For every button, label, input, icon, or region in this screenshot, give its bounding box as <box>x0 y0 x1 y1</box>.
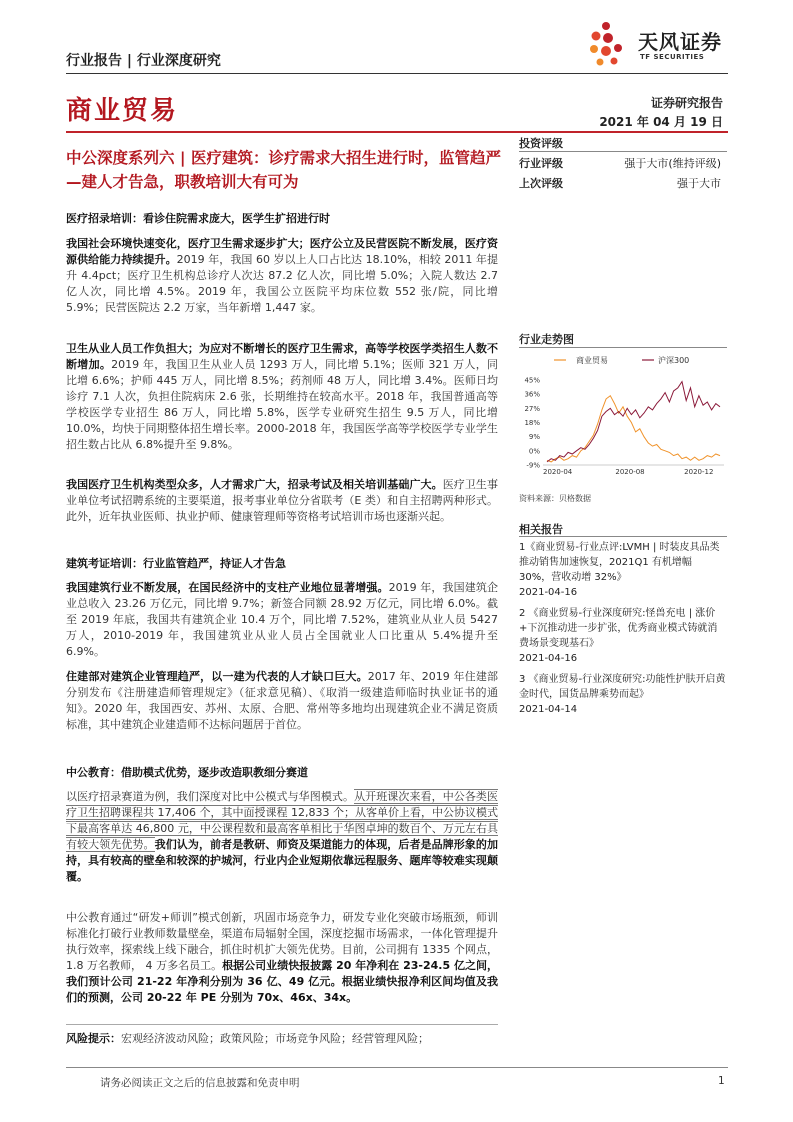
related-report-date: 2021-04-16 <box>519 653 578 664</box>
report-category: 行业报告 | 行业深度研究 <box>66 53 221 69</box>
related-reports-list <box>519 540 727 723</box>
risk-warning <box>66 1031 498 1047</box>
related-report-date: 2021-04-16 <box>519 587 578 598</box>
rating-key: 上次评级 <box>519 177 563 190</box>
report-headline: 中公深度系列六 | 医疗建筑：诊疗需求大招生进行时，监管趋严—建人才告急，职教培训大有可为 <box>66 149 501 191</box>
paragraph <box>66 669 498 733</box>
report-type: 证券研究报告 <box>650 96 723 110</box>
industry-title: 商业贸易 <box>66 96 179 126</box>
x-tick-label: 2020-04 <box>543 468 573 476</box>
rating-row <box>519 175 721 191</box>
rating-title: 投资评级 <box>519 137 563 150</box>
paragraph <box>66 910 498 1006</box>
paragraph-text: 2017 年、2019 年住建部分别发布《注册建造师管理规定》（征求意见稿）、《取消一级建造师临时执业证书的通知》。2020 年，我国西安、苏州、太原、合肥、常州等多地均出现建筑企业不满足资质标准，其中建筑企业建造师不达标问题居于首位。 <box>66 670 499 731</box>
tf-securities-logo <box>586 18 736 70</box>
footer-divider <box>66 1067 728 1068</box>
paragraph-lead: 我国社会环境快速变化，医疗卫生需求逐步扩大；医疗公立及民营医院不断发展，医疗资源供给能力持续提升。 <box>66 237 498 266</box>
rating-value: 强于大市 <box>677 177 721 190</box>
x-tick-label: 2020-12 <box>684 468 714 476</box>
y-tick-label: 9% <box>528 433 540 442</box>
logo-mark-icon <box>586 18 636 68</box>
chart-divider <box>519 347 727 348</box>
y-tick-label: 0% <box>528 447 540 456</box>
rating-divider <box>519 151 727 152</box>
report-date: 2021 年 04 月 19 日 <box>599 115 723 129</box>
paragraph-text: 2019 年，我国卫生从业人员 1293 万人，同比增 5.1%；医师 321 万人，同比增 6.6%；护师 445 万人，同比增 8.5%；药剂师 48 万人，同比增 3.4%。医师日均诊疗 7.1 人次，负担住院病床 2.6 张，长期维持在较高水平。2018 年，我国普通高等学校医学专业招生 86 万人，同比增 5.8%，医学专业研究生招生 9.5 万人，同比增 10.0%，均快于同期整体招生增长率。2000-2018 年，我国医学高等学校医学专业学生招生数占比从 6.8%提升至 9.8%。 <box>66 358 498 451</box>
page-number: 1 <box>718 1075 725 1087</box>
paragraph <box>66 789 498 885</box>
legend-label: 沪深300 <box>658 356 690 365</box>
y-tick-label: 27% <box>524 404 540 413</box>
paragraph-lead: 卫生从业人员工作负担大；为应对不断增长的医疗卫生需求，高等学校医学类招生人数不断增加。 <box>66 342 498 371</box>
disclaimer: 请务必阅读正文之后的信息披露和免责申明 <box>100 1077 300 1089</box>
paragraph <box>66 580 498 660</box>
title-divider <box>66 131 728 133</box>
y-tick-label: 45% <box>524 376 540 385</box>
chart-title: 行业走势图 <box>519 333 574 346</box>
section-title-offcn: 中公教育：借助模式优势，逐步改造职教细分赛道 <box>66 766 308 779</box>
logo-text-en: TF SECURITIES <box>640 53 705 61</box>
related-reports-title: 相关报告 <box>519 523 563 536</box>
paragraph <box>66 341 498 453</box>
paragraph-text: 2019 年，我国建筑企业总收入 23.26 万亿元，同比增 9.7%；新签合同额 28.92 万亿元，同比增 6.0%。截至 2019 年底，我国共有建筑企业 10.4 万个，同比增 7.52%，建筑业从业人员 5427 万人，2010-2019 年，我国建筑业从业人员占全国就业人口比重从 5.4%提升至 6.9%。 <box>66 581 498 658</box>
rating-value: 强于大市(维持评级) <box>624 157 721 170</box>
legend-label: 商业贸易 <box>576 356 608 365</box>
paragraph-text: 医疗卫生事业单位考试招聘系统的主要渠道，报考事业单位分省联考（E 类）和自主招聘两种形式。此外，近年执业医师、执业护师、健康管理师等资格考试培训市场也逐渐兴起。 <box>66 478 499 523</box>
risk-text: 宏观经济波动风险；政策风险；市场竞争风险；经营管理风险； <box>121 1032 429 1045</box>
related-report-item[interactable] <box>519 606 727 666</box>
paragraph <box>66 477 498 525</box>
related-report-date: 2021-04-14 <box>519 704 578 715</box>
related-report-title[interactable]: 2 《商业贸易-行业深度研究:怪兽充电 | 涨价+下沉推动进一步扩张，优秀商业模式铸就消费场景变现基石》 <box>519 608 718 649</box>
header-divider <box>66 73 728 74</box>
series-line-hs300 <box>547 382 720 462</box>
paragraph <box>66 236 498 316</box>
section-title-construction: 建筑考证培训：行业监管趋严，持证人才告急 <box>66 557 286 570</box>
related-divider <box>519 536 727 537</box>
related-report-title[interactable]: 1《商业贸易-行业点评:LVMH | 时装皮具品类推动销售加速恢复，2021Q1 有机增幅 30%，营收动增 32%》 <box>519 542 720 583</box>
related-report-title[interactable]: 3 《商业贸易-行业深度研究:功能性护肤开启黄金时代，国货品牌乘势而起》 <box>519 674 726 700</box>
section-title-medical: 医疗招录培训：看诊住院需求庞大，医学生扩招进行时 <box>66 212 330 225</box>
highlighted-text: 从开班课次来看，中公各类医疗卫生招聘课程共 17,406 个，其中面授课程 12,833 个；从客单价上看，中公协议模式下最高客单达 46,800 元，中公课程数和最高客单相比于华图卓坤的数百个、万元左右具有较大领先优势。 <box>66 790 499 851</box>
paragraph-lead: 住建部对建筑企业管理趋严，以一建为代表的人才缺口巨大。 <box>66 670 368 683</box>
y-tick-label: 18% <box>524 419 540 427</box>
paragraph-emphasis: 我们认为，前者是教研、师资及渠道能力的体现，后者是品牌形象的加持，具有较高的壁垒和较深的护城河，行业内企业短期依靠远程服务、题库等较难实现颠覆。 <box>66 838 499 883</box>
x-tick-label: 2020-08 <box>615 468 645 476</box>
related-report-item[interactable] <box>519 540 727 600</box>
risk-label: 风险提示： <box>66 1032 121 1045</box>
logo-text-cn: 天风证券 <box>638 30 722 54</box>
industry-trend-chart <box>519 350 729 485</box>
y-tick-label: -9% <box>526 461 540 470</box>
paragraph-lead: 我国建筑行业不断发展，在国民经济中的支柱产业地位显著增强。 <box>66 581 389 594</box>
rating-key: 行业评级 <box>519 157 563 170</box>
paragraph-text: 以医疗招录赛道为例，我们深度对比中公模式与华图模式。 <box>66 790 355 803</box>
y-tick-label: 36% <box>524 390 540 399</box>
related-report-item[interactable] <box>519 672 727 717</box>
risk-divider <box>66 1024 498 1025</box>
paragraph-text: 中公教育通过“研发+师训”模式创新，巩固市场竞争力，研发专业化突破市场瓶颈，师训标准化打破行业教师数量壁垒，渠道布局辐射全国，深度挖掘市场需求，一体化管理提升执行效率，探索线上线下融合，抓住时机扩大领先优势。目前，公司拥有 1335 个网点，1.8 万名教师， 4 万多名员工。 <box>66 911 498 972</box>
rating-row <box>519 155 721 171</box>
chart-source: 资料来源：贝格数据 <box>519 494 591 503</box>
paragraph-emphasis: 根据公司业绩快报披露 20 年净利在 23-24.5 亿之间，我们预计公司 21-22 年净利分别为 36 亿、49 亿元。根据业绩快报净利区间均值及我们的预测，公司 20-22 年 PE 分别为 70x、46x、34x。 <box>66 959 499 1004</box>
paragraph-text: 2019 年，我国 60 岁以上人口占比达 18.10%，相较 2011 年提升 4.4pct；医疗卫生机构总诊疗人次达 87.2 亿人次，同比增 5.0%；入院人数达 2.7 亿人次，同比增 4.5%。2019 年，我国公立医院平均床位数 552 张/院，同比增 5.9%；民营医院达 2.2 万家，当年新增 1,447 家。 <box>66 253 498 314</box>
paragraph-lead: 我国医疗卫生机构类型众多，人才需求广大，招录考试及相关培训基础广大。 <box>66 478 443 491</box>
